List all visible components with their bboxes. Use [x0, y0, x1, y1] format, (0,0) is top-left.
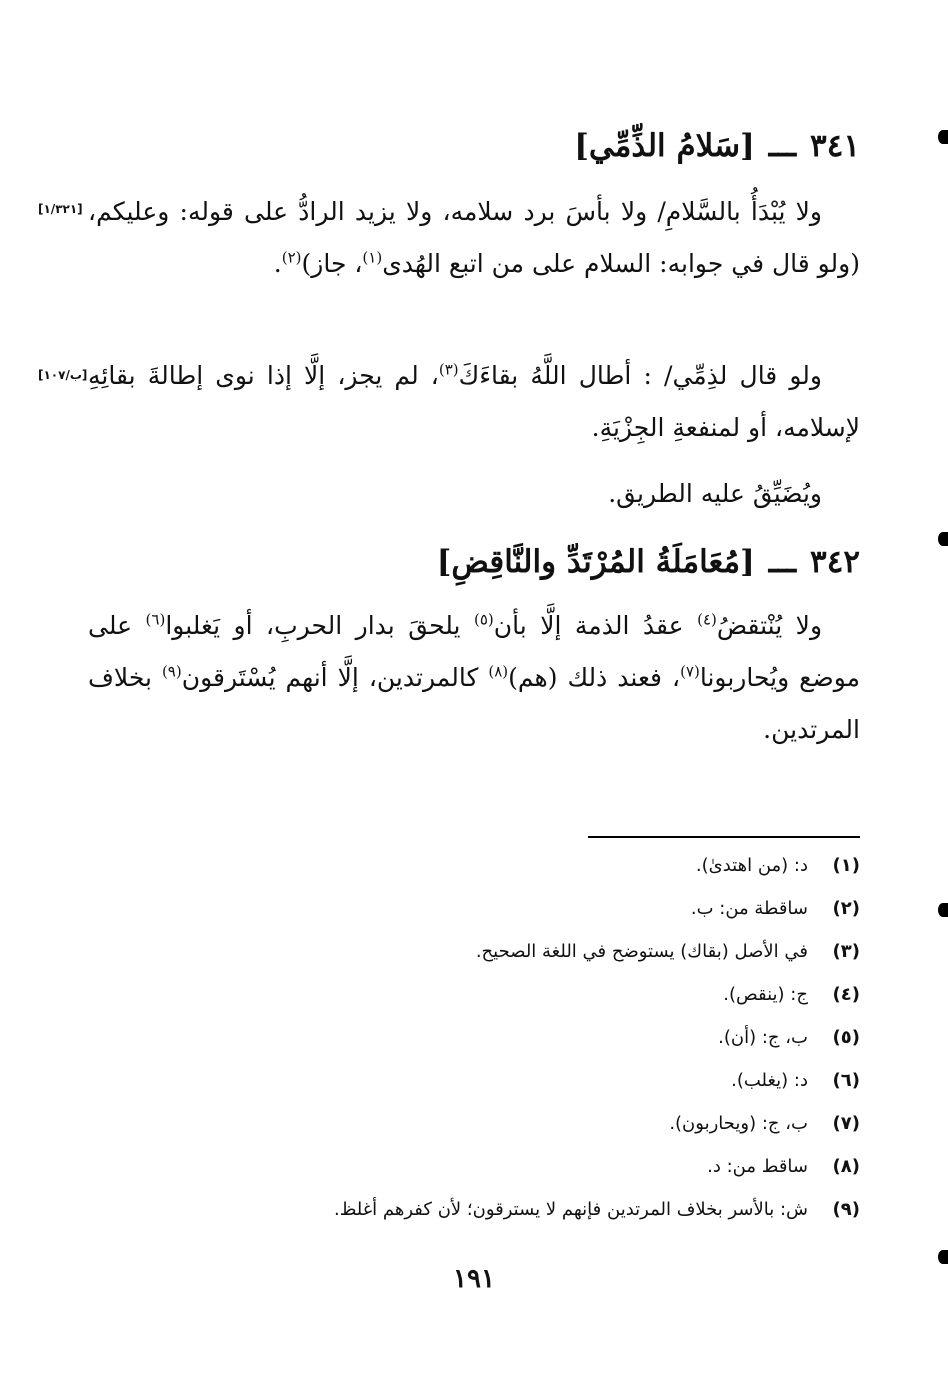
paragraph-text: ، فعند ذلك (هم) [508, 663, 681, 692]
binding-mark [938, 532, 948, 546]
footnote [60, 1145, 860, 1188]
footnote-number: (٥) [832, 1027, 860, 1048]
footnote-ref: (٦) [145, 610, 166, 629]
footnote-text: د: (يغلب). [731, 1070, 808, 1091]
footnote-ref: (٤) [697, 610, 717, 629]
heading-dash: ـــ [768, 128, 797, 164]
footnote-separator [588, 836, 860, 838]
section-number: ٣٤٢ [810, 544, 860, 580]
paragraph-text: ولو قال لذِمِّي/ : أطال اللَّهُ بقاءَكَ [458, 361, 822, 390]
paragraph [88, 350, 860, 454]
footnote-text: ب، ج: (أن). [718, 1027, 808, 1048]
footnote-text: ساقط من: د. [707, 1156, 808, 1177]
section-title: [مُعَامَلَةُ المُرْتَدِّ والنَّاقِضِ] [436, 544, 755, 580]
section-heading [80, 540, 860, 584]
section-title: [سَلامُ الذِّمِّي] [574, 128, 755, 164]
footnote [60, 1102, 860, 1145]
paragraph-text: ولا يُبْدَأُ بالسَّلامِ/ ولا بأسَ برد سلامه، ولا يزيد الرادُّ على قوله: وعليكم، (ولو قال في جوابه: السلام على من اتبع الهُدى [88, 197, 860, 278]
paragraph [88, 186, 860, 290]
section-heading [80, 124, 860, 168]
paragraph-text: . [273, 249, 282, 278]
footnote-ref: (٧) [680, 662, 700, 681]
binding-mark [938, 130, 948, 144]
footnote-number: (٦) [832, 1070, 860, 1091]
paragraph-text: كالمرتدين، إلَّا أنهم يُسْتَرقون [181, 663, 489, 692]
footnote-number: (٤) [832, 984, 860, 1005]
section-number: ٣٤١ [810, 128, 860, 164]
paragraph-text: على موضع ويُحاربونا [88, 611, 860, 692]
footnote [60, 930, 860, 973]
footnote-ref: (٨) [488, 662, 509, 681]
footnote-number: (١) [832, 855, 860, 876]
footnote-ref: (١) [362, 248, 383, 267]
binding-mark [938, 903, 948, 917]
footnote [60, 1059, 860, 1102]
footnote-number: (٧) [832, 1113, 860, 1134]
paragraph-text: ولا يُنْتقضُ [716, 611, 823, 640]
paragraph [88, 600, 860, 756]
footnote-text: د: (من اهتدىٰ). [695, 855, 808, 876]
margin-reference: [ب/١٠٧] [38, 368, 88, 382]
footnote-ref: (٢) [281, 248, 302, 267]
footnote-number: (٩) [832, 1199, 860, 1220]
footnote-text: ش: بالأسر بخلاف المرتدين فإنهم لا يسترقون؛ لأن كفرهم أغلظ. [334, 1199, 808, 1220]
footnote [60, 1016, 860, 1059]
footnote [60, 844, 860, 887]
footnote-number: (٨) [832, 1156, 860, 1177]
footnote-number: (٢) [832, 898, 860, 919]
paragraph-text: ، جاز) [301, 249, 363, 278]
paragraph-text: ، لم يجز، إلَّا إذا نوى إطالةَ بقائِهِ لإسلامه، أو لمنفعةِ الجِزْيَةِ. [88, 361, 860, 442]
paragraph: ويُضَيِّقُ عليه الطريق. [608, 479, 822, 508]
footnote-text: ج: (ينقص). [723, 984, 808, 1005]
page-number: ١٩١ [453, 1264, 495, 1294]
footnote-text: ساقطة من: ب. [690, 898, 808, 919]
footnote [60, 973, 860, 1016]
footnote-text: ب، ج: (ويحاربون). [669, 1113, 808, 1134]
footnote [60, 1188, 860, 1231]
footnote [60, 887, 860, 930]
paragraph-text: عقدُ الذمة إلَّا بأن [493, 611, 698, 640]
paragraph-text: يلحقَ بدار الحربِ، أو يَغلبوا [165, 611, 474, 640]
footnote-number: (٣) [832, 941, 860, 962]
footnote-text: في الأصل (بقاك) يستوضح في اللغة الصحيح. [475, 941, 808, 962]
margin-reference: [١/٣٢١] [38, 202, 83, 216]
footnote-ref: (٥) [473, 610, 494, 629]
footnote-ref: (٣) [438, 360, 459, 379]
binding-mark [938, 1250, 948, 1264]
footnote-ref: (٩) [161, 662, 182, 681]
footnotes-list [60, 844, 860, 1231]
heading-dash: ـــ [768, 544, 797, 580]
paragraph-text: بخلاف المرتدين. [88, 663, 860, 744]
